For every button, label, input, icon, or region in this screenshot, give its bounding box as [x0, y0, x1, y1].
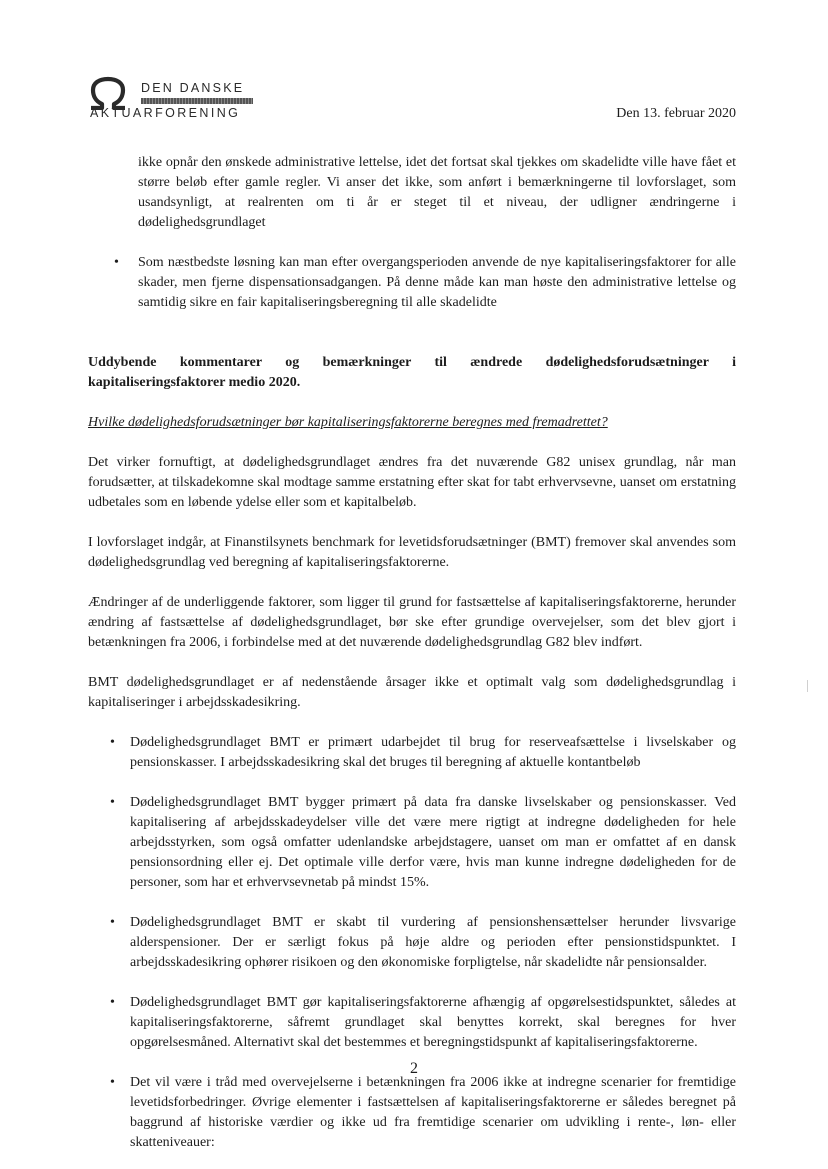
- paragraph: BMT dødelighedsgrundlaget er af nedenstående årsager ikke et optimalt valg som dødelighedsgrundlag i kapitaliseringer i arbejdsskadesikring.: [88, 675, 736, 710]
- bullet-icon: •: [110, 915, 115, 930]
- bullet-text: Dødelighedsgrundlaget BMT bygger primært på data fra danske livselskaber og pensionskasser. Ved kapitalisering af arbejdsskadeydelser ville det være mere rigtigt at indregne dødeligheden for hele arbejdsstyrken, som også omfatter udenlandske arbejdstagere, uanset om man er omfattet af en dansk pensionsordning eller ej. Det optimale ville derfor være, hvis man kunne indregne dødeligheden for de personer, som har et erhvervsevnetab på mindst 15%.: [130, 795, 736, 890]
- list-item: [88, 1073, 736, 1153]
- continued-paragraph: ikke opnår den ønskede administrative lettelse, idet det fortsat skal tjekkes om skadelidte ville have fået et større beløb efter gamle regler. Vi anser det ikke, som anført i bemærkningerne til lovforslaget, som usandsynligt, at realrenten om ti år er steget til et niveau, der udligner ændringerne i dødelighedsgrundlaget: [138, 155, 736, 230]
- bullet-icon: •: [110, 735, 115, 750]
- bullet-icon: •: [110, 995, 115, 1010]
- bullet-text: Dødelighedsgrundlaget BMT er skabt til vurdering af pensionshensættelser herunder livsvarige alderspensioner. Der er særligt fokus på høje aldre og perioden efter pensionstidspunktet. I arbejdsskadesikring ophører risikoen og den økonomiske forpligtelse, når skadelidte når pensionsalder.: [130, 915, 736, 970]
- letter-date: Den 13. februar 2020: [616, 106, 736, 121]
- list-item: [88, 793, 736, 893]
- list-item: [88, 253, 736, 313]
- section-subheading: Hvilke dødelighedsforudsætninger bør kapitaliseringsfaktorerne beregnes med fremadrettet?: [88, 415, 608, 430]
- bullet-icon: •: [114, 255, 119, 270]
- logo-text-bottom: AKTUARFORENING: [90, 106, 241, 120]
- scan-mark: [807, 680, 808, 692]
- bullet-text: Som næstbedste løsning kan man efter overgangsperioden anvende de nye kapitaliseringsfaktorer for alle skader, men fjerne dispensationsadgangen. På denne måde kan man høste den administrative lettelse og samtidig sikre en fair kapitaliseringsberegning til alle skadelidte: [138, 255, 736, 310]
- page-number: 2: [410, 1060, 418, 1077]
- bullet-text: Det vil være i tråd med overvejelserne i betænkningen fra 2006 ikke at indregne scenarier for fremtidige levetidsforbedringer. Øvrige elementer i fastsættelsen af kapitaliseringsfaktorerne er således beregnet på baggrund af historiske værdier og ikke ud fra fremtidige scenarier om udvikling i rente-, løn- eller skatteniveauer:: [130, 1075, 736, 1150]
- association-logo: [88, 72, 258, 122]
- omega-logo-icon: [88, 76, 128, 110]
- bullet-text: Dødelighedsgrundlaget BMT er primært udarbejdet til brug for reserveafsættelse i livselskaber og pensionskasser. I arbejdsskadesikring skal det bruges til beregning af aktuelle kontantbeløb: [130, 735, 736, 770]
- section-heading: Uddybende kommentarer og bemærkninger til ændrede dødelighedsforudsætninger i kapitaliseringsfaktorer medio 2020.: [88, 355, 736, 390]
- paragraph: I lovforslaget indgår, at Finanstilsynets benchmark for levetidsforudsætninger (BMT) fremover skal anvendes som dødelighedsgrundlag ved beregning af kapitaliseringsfaktorerne.: [88, 535, 736, 570]
- bullet-icon: •: [110, 1075, 115, 1090]
- document-body: [88, 153, 736, 1153]
- list-item: [88, 993, 736, 1053]
- paragraph: Det virker fornuftigt, at dødelighedsgrundlaget ændres fra det nuværende G82 unisex grundlag, når man forudsætter, at tilskadekomne skal modtage samme erstatning efter skat for tabt erhvervsevne, uanset om erstatning udbetales som en løbende ydelse eller som et kapitalbeløb.: [88, 455, 736, 510]
- paragraph: Ændringer af de underliggende faktorer, som ligger til grund for fastsættelse af kapitaliseringsfaktorerne, herunder ændring af fastsættelse af dødelighedsgrundlaget, bør ske efter grundige overvejelser, som det blev gjort i betænkningen fra 2006, i forbindelse med at det nuværende dødelighedsgrundlag G82 blev indført.: [88, 595, 736, 650]
- list-item: [88, 913, 736, 973]
- logo-divider: [141, 98, 253, 104]
- bullet-icon: •: [110, 795, 115, 810]
- list-item: [88, 733, 736, 773]
- bullet-text: Dødelighedsgrundlaget BMT gør kapitaliseringsfaktorerne afhængig af opgørelsestidspunktet, således at kapitaliseringsfaktorerne, såfremt grundlaget skal benyttes korrekt, skal beregnes for hver opgørelsesmåned. Alternativt skal det bestemmes et beregningstidspunkt af kapitaliseringsfaktorerne.: [130, 995, 736, 1050]
- logo-text-top: DEN DANSKE: [141, 81, 245, 95]
